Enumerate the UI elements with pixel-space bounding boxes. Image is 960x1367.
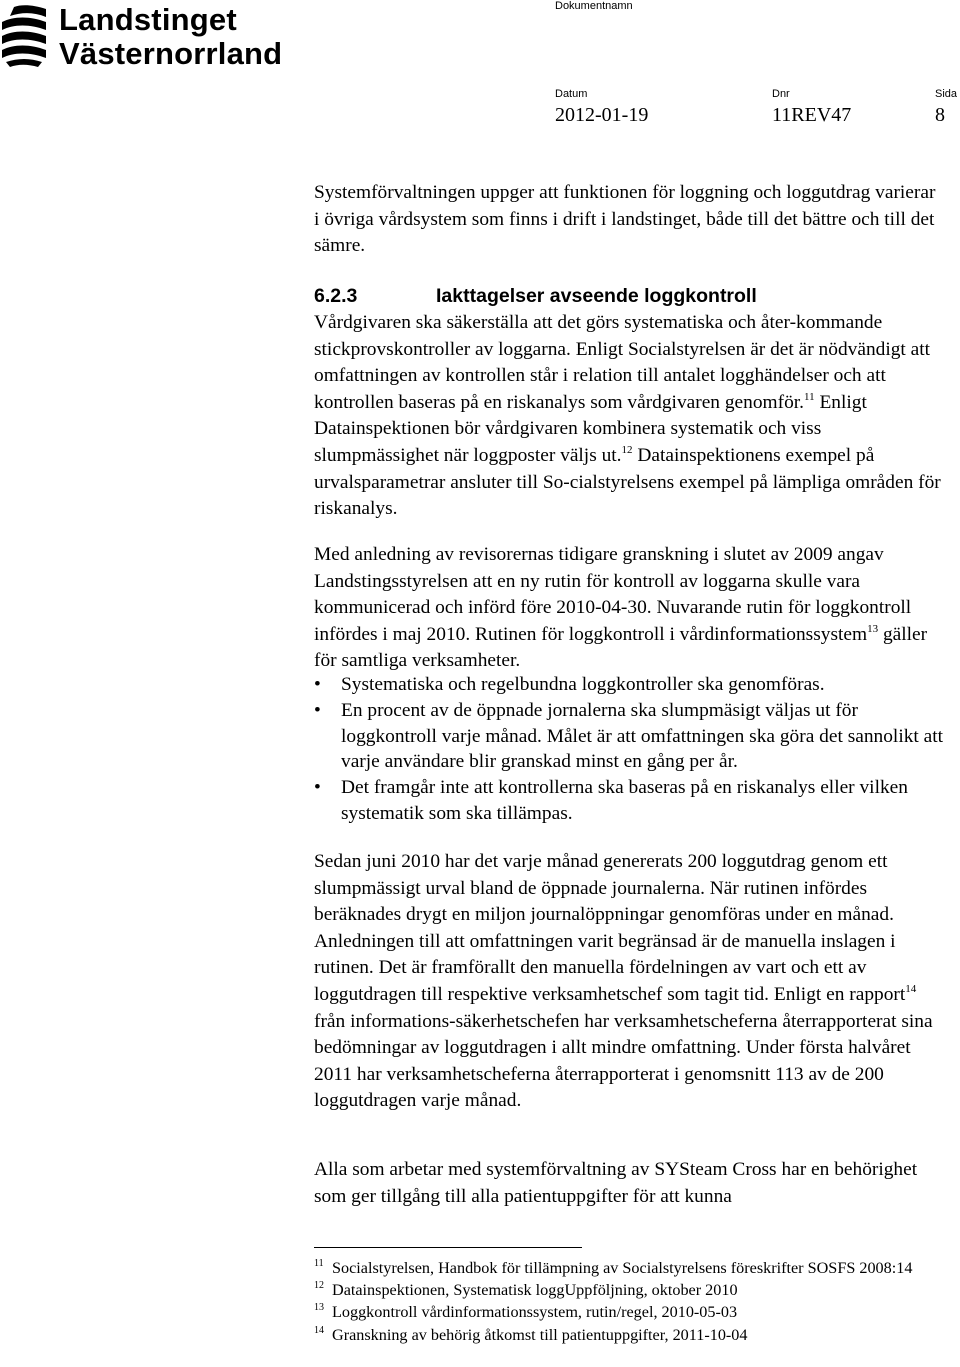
footnotes — [314, 1257, 954, 1346]
dnr-label: Dnr — [772, 88, 790, 100]
footnote — [314, 1257, 954, 1279]
footnote-ref: 12 — [621, 443, 633, 456]
date-value: 2012-01-19 — [555, 104, 649, 126]
list-item: • En procent av de öppnade jornalerna ska slumpmäsigt väljas ut för loggkontroll varje månad. Målet är att omfattningen ska göra det sannolikt att varje användare blir granskad minst en gång per år. — [314, 698, 944, 775]
footnote-text: Loggkontroll vårdinformationssystem, rutin/regel, 2010-05-03 — [332, 1303, 738, 1322]
paragraph-systemforvaltning: Alla som arbetar med systemförvaltning av SYSteam Cross har en behörighet som ger tillgång till alla patientuppgifter för att kunna — [314, 1159, 918, 1207]
section-title: Iakttagelser avseende loggkontroll — [436, 285, 757, 307]
date-label: Datum — [555, 88, 588, 100]
paragraph-text: Vårdgivaren ska säkerställa att det görs systematiska och åter-kommande stickprovskontroller av loggarna. Enligt Socialstyrelsen är det är nödvändigt att omfattningen av kontrollen står i relation till antalet logghändelser och att kontrollen baseras på en riskanalys som vårdgivaren genomför. — [314, 312, 931, 413]
paragraph-text: Med anledning av revisorernas tidigare granskning i slutet av 2009 angav Landstingsstyrelsen att en ny rutin för kontroll av loggarna skulle vara kommunicerad och införd före 2010-04-30. Nuvarande rutin för loggkontroll infördes i maj 2010. Rutinen för loggkontroll i vårdinformationssystem — [314, 544, 912, 645]
intro-paragraph: Systemförvaltningen uppger att funktionen för loggning och loggutdrag varierar i övriga vårdsystem som finns i drift i landstinget, både till det bättre och till det sämre. — [314, 182, 936, 257]
footnote — [314, 1301, 954, 1323]
logo-text-line1: Landstinget — [59, 2, 237, 37]
dnr-value: 11REV47 — [772, 104, 852, 126]
footnote — [314, 1279, 954, 1301]
paragraph-revisorer — [314, 542, 944, 675]
document-name-label: Dokumentnamn — [555, 0, 633, 12]
paragraph-text: Enligt Datainspektionen bör vårdgivaren kombinera systematik och viss slumpmässighet när loggposter väljs ut. — [314, 391, 867, 466]
paragraph-text: gäller för samtliga verksamheter. — [314, 623, 928, 672]
footnote-ref: 14 — [905, 982, 917, 995]
paragraph-loggkontroll — [314, 310, 944, 523]
footnote-text: Socialstyrelsen, Handbok för tillämpning av Socialstyrelsens föreskrifter SOSFS 2008:14 — [332, 1259, 913, 1277]
logo-mark-icon — [0, 4, 52, 68]
list-item: • Systematiska och regelbundna loggkontroller ska genomföras. — [314, 672, 944, 698]
list-item: • Det framgår inte att kontrollerna ska baseras på en riskanalys eller vilken systematik som ska tillämpas. — [314, 775, 944, 827]
paragraph-text: Sedan juni 2010 har det varje månad genererats 200 loggutdrag genom ett slumpmässigt urval bland de öppnade journalerna. När rutinen infördes beräknades drygt en miljon journalöppningar genomföras under en månad. Anledningen till att omfattningen varit begränsad är de manuella inslagen i rutinen. Det är framförallt den manuella fördelningen av vart och ett av loggutdragen till respektive verksamhetschef som tagit tid. Enligt en rapport — [314, 851, 906, 1005]
footnote-ref: 13 — [867, 622, 879, 635]
footnote — [314, 1324, 954, 1346]
paragraph-loggutdrag — [314, 849, 944, 1115]
footnote-number: 11 — [314, 1258, 324, 1269]
page-number: 8 — [935, 104, 945, 126]
footnote-text: Granskning av behörig åtkomst till patientuppgifter, 2011-10-04 — [332, 1325, 748, 1344]
paragraph-text: Datainspektionens exempel på urvalsparametrar ansluter till So-cialstyrelsens exempel på lämpliga områden för riskanalys. — [314, 444, 941, 520]
section-number: 6.2.3 — [314, 285, 358, 307]
footnote-number: 12 — [314, 1280, 324, 1292]
rutin-bullet-list — [314, 672, 944, 827]
footnote-number: 14 — [314, 1324, 324, 1336]
section-heading — [314, 285, 757, 308]
footnote-number: 13 — [314, 1302, 324, 1314]
logo-text-line2: Västernorrland — [59, 36, 283, 71]
page-label: Sida — [935, 88, 958, 100]
organization-logo — [0, 0, 300, 72]
paragraph-text: från informations-säkerhetschefen har verksamhetscheferna återrapporterat sina bedömningar av loggutdragen i allt mindre omfattning. Under första halvåret 2011 har verksamhetscheferna återrapporterat i genomsnitt 113 av de 200 loggutdragen varje månad. — [314, 1010, 933, 1112]
footnote-ref: 11 — [804, 390, 815, 403]
footnote-divider — [314, 1247, 582, 1248]
footnote-text: Datainspektionen, Systematisk loggUppföljning, oktober 2010 — [332, 1281, 738, 1300]
